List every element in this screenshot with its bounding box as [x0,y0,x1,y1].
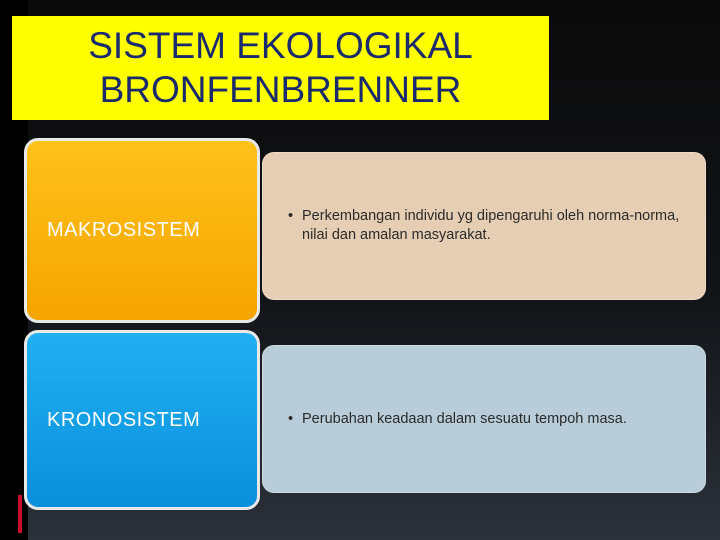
title-line-1: SISTEM EKOLOGIKAL [88,25,473,66]
kronosistem-box [24,330,260,510]
makrosistem-box [24,138,260,323]
title-line-2: BRONFENBRENNER [99,69,462,110]
bullet-item [288,207,686,245]
slide-title [12,16,549,120]
kronosistem-description [262,345,706,493]
accent-strip [18,495,22,533]
makrosistem-label: MAKROSISTEM [47,219,201,241]
kronosistem-label: KRONOSISTEM [47,408,201,431]
bullet-text: Perkembangan individu yg dipengaruhi oleh norma-norma, nilai dan amalan masyarakat. [302,208,680,243]
bullet-icon: • [288,208,294,224]
makrosistem-description [262,152,706,300]
bullet-text: Perubahan keadaan dalam sesuatu tempoh masa. [302,410,627,427]
bullet-icon: • [288,410,294,427]
bullet-item [288,410,627,429]
